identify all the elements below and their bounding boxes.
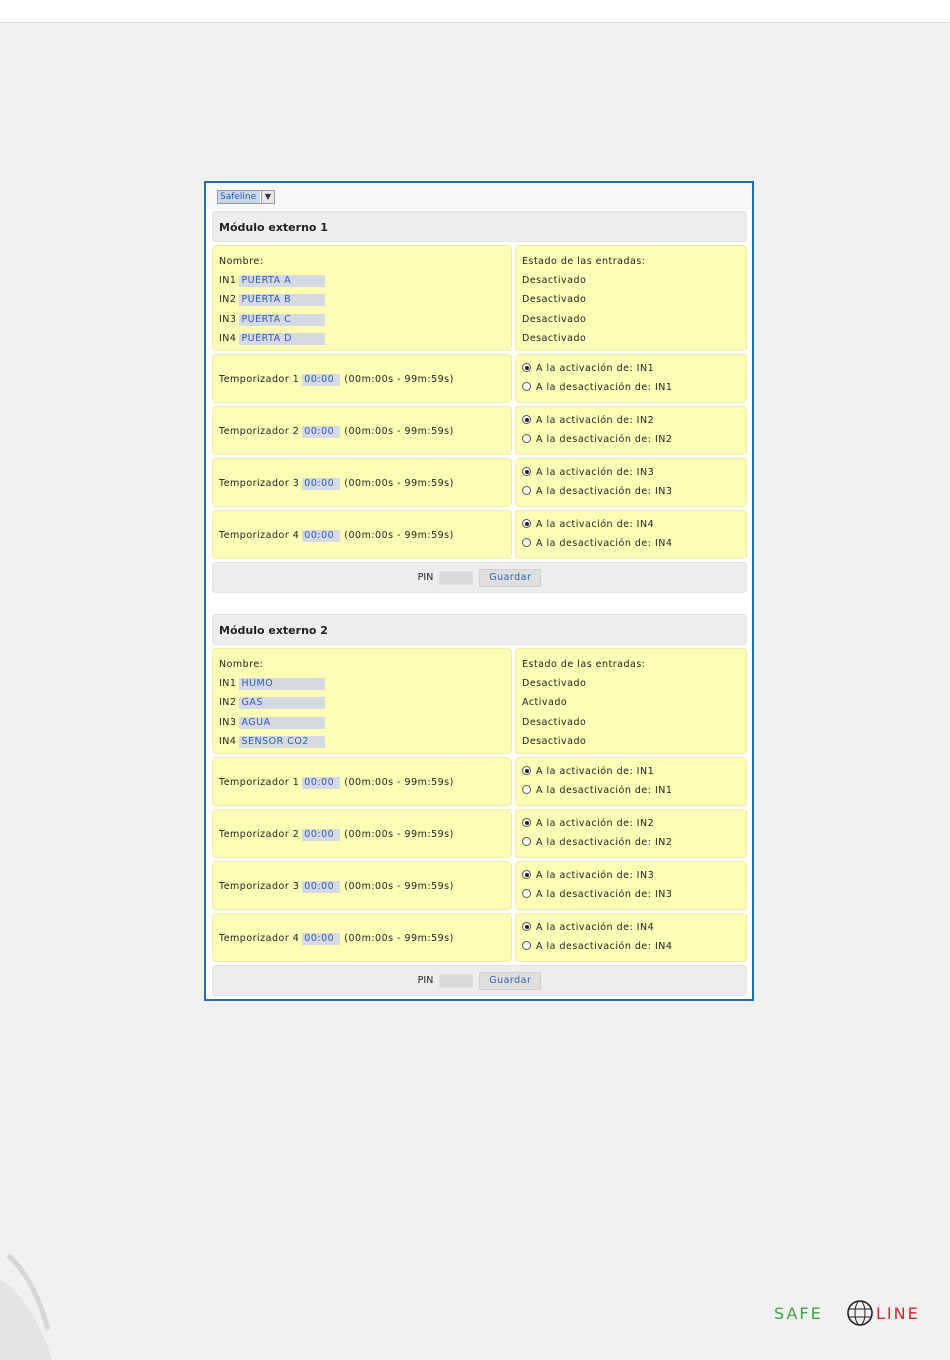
trigger-off-option[interactable] xyxy=(522,941,740,960)
pin-input[interactable] xyxy=(439,974,473,988)
input-name-field[interactable]: AGUA xyxy=(239,717,325,729)
timer-label: Temporizador 1 xyxy=(219,374,300,385)
trigger-cell xyxy=(515,913,747,962)
module-title: Módulo externo 1 xyxy=(212,211,747,242)
timer-row xyxy=(212,406,747,455)
trigger-off-option[interactable] xyxy=(522,837,740,856)
chevron-down-icon[interactable]: ▼ xyxy=(261,191,274,203)
input-id: IN2 xyxy=(219,294,237,306)
input-row xyxy=(219,294,505,313)
timer-cell xyxy=(212,510,512,559)
timer-range: (00m:00s - 99m:59s) xyxy=(344,478,454,489)
top-bar xyxy=(0,0,950,23)
trigger-cell xyxy=(515,861,747,910)
radio-icon[interactable] xyxy=(522,486,531,495)
names-label: Nombre: xyxy=(219,659,264,670)
module-title: Módulo externo 2 xyxy=(212,614,747,645)
input-status: Desactivado xyxy=(522,294,587,306)
trigger-on-option[interactable] xyxy=(522,922,740,941)
radio-icon[interactable] xyxy=(522,941,531,950)
trigger-cell xyxy=(515,458,747,507)
option-label: A la activación de: IN3 xyxy=(536,870,655,881)
option-label: A la desactivación de: IN3 xyxy=(536,486,673,497)
timer-label: Temporizador 3 xyxy=(219,478,300,489)
pin-label: PIN xyxy=(417,975,434,986)
input-id: IN1 xyxy=(219,678,237,690)
names-cell xyxy=(212,648,512,754)
selector-bar xyxy=(206,183,752,209)
trigger-off-option[interactable] xyxy=(522,785,740,804)
module-1 xyxy=(212,211,747,593)
timer-input[interactable]: 00:00 xyxy=(302,426,340,438)
trigger-on-option[interactable] xyxy=(522,818,740,837)
site-select-value: Safeline xyxy=(218,191,260,203)
radio-icon[interactable] xyxy=(522,434,531,443)
timer-row xyxy=(212,354,747,403)
radio-selected-icon[interactable] xyxy=(522,922,531,931)
status-cell xyxy=(515,648,747,754)
trigger-cell xyxy=(515,354,747,403)
status-label: Estado de las entradas: xyxy=(522,256,646,267)
timer-row xyxy=(212,510,747,559)
input-name-field[interactable]: PUERTA D xyxy=(239,333,325,345)
timer-cell xyxy=(212,406,512,455)
radio-icon[interactable] xyxy=(522,785,531,794)
timer-row xyxy=(212,757,747,806)
trigger-on-option[interactable] xyxy=(522,766,740,785)
radio-icon[interactable] xyxy=(522,837,531,846)
radio-selected-icon[interactable] xyxy=(522,363,531,372)
input-id: IN1 xyxy=(219,275,237,287)
input-name-field[interactable]: GAS xyxy=(239,697,325,709)
status-label: Estado de las entradas: xyxy=(522,659,646,670)
radio-selected-icon[interactable] xyxy=(522,519,531,528)
save-button[interactable]: Guardar xyxy=(479,972,541,990)
input-name-field[interactable]: PUERTA A xyxy=(239,275,325,287)
input-status: Desactivado xyxy=(522,735,587,747)
save-button[interactable]: Guardar xyxy=(479,569,541,587)
pin-row xyxy=(212,562,747,593)
radio-icon[interactable] xyxy=(522,538,531,547)
timer-cell xyxy=(212,861,512,910)
option-label: A la activación de: IN2 xyxy=(536,818,655,829)
names-label: Nombre: xyxy=(219,256,264,267)
timer-input[interactable]: 00:00 xyxy=(302,933,340,945)
pin-row xyxy=(212,965,747,996)
timer-input[interactable]: 00:00 xyxy=(302,530,340,542)
input-status: Desactivado xyxy=(522,678,587,690)
timer-label: Temporizador 3 xyxy=(219,881,300,892)
option-label: A la activación de: IN2 xyxy=(536,415,655,426)
option-label: A la desactivación de: IN4 xyxy=(536,538,673,549)
input-row xyxy=(219,314,505,333)
input-name-field[interactable]: SENSOR CO2 xyxy=(239,736,325,748)
names-row xyxy=(212,648,747,754)
option-label: A la desactivación de: IN4 xyxy=(536,941,673,952)
timer-row xyxy=(212,861,747,910)
names-row xyxy=(212,245,747,351)
trigger-cell xyxy=(515,406,747,455)
option-label: A la desactivación de: IN2 xyxy=(536,837,673,848)
option-label: A la desactivación de: IN1 xyxy=(536,382,673,393)
timer-cell xyxy=(212,809,512,858)
timer-cell xyxy=(212,354,512,403)
input-row xyxy=(219,275,505,294)
input-row xyxy=(219,697,505,716)
option-label: A la desactivación de: IN1 xyxy=(536,785,673,796)
timer-range: (00m:00s - 99m:59s) xyxy=(344,426,454,437)
logo-text-safe: SAFE xyxy=(774,1304,823,1323)
input-row xyxy=(219,678,505,697)
input-row xyxy=(219,717,505,736)
timer-label: Temporizador 1 xyxy=(219,777,300,788)
radio-selected-icon[interactable] xyxy=(522,467,531,476)
timer-input[interactable]: 00:00 xyxy=(302,829,340,841)
input-id: IN2 xyxy=(219,697,237,709)
timer-label: Temporizador 4 xyxy=(219,933,300,944)
timer-input[interactable]: 00:00 xyxy=(302,777,340,789)
trigger-on-option[interactable] xyxy=(522,870,740,889)
pin-input[interactable] xyxy=(439,571,473,585)
safeline-logo xyxy=(772,1297,937,1329)
radio-icon[interactable] xyxy=(522,889,531,898)
trigger-off-option[interactable] xyxy=(522,434,740,453)
option-label: A la activación de: IN1 xyxy=(536,766,655,777)
trigger-cell xyxy=(515,757,747,806)
timer-cell xyxy=(212,913,512,962)
settings-panel xyxy=(204,181,754,1001)
trigger-off-option[interactable] xyxy=(522,538,740,557)
names-cell xyxy=(212,245,512,351)
radio-selected-icon[interactable] xyxy=(522,870,531,879)
timer-range: (00m:00s - 99m:59s) xyxy=(344,777,454,788)
trigger-off-option[interactable] xyxy=(522,889,740,908)
timer-range: (00m:00s - 99m:59s) xyxy=(344,829,454,840)
input-name-field[interactable]: HUMO xyxy=(239,678,325,690)
input-row xyxy=(219,736,505,755)
status-cell xyxy=(515,245,747,351)
trigger-cell xyxy=(515,510,747,559)
input-name-field[interactable]: PUERTA B xyxy=(239,294,325,306)
trigger-cell xyxy=(515,809,747,858)
option-label: A la activación de: IN4 xyxy=(536,922,655,933)
logo-text-line: LINE xyxy=(876,1304,920,1323)
radio-selected-icon[interactable] xyxy=(522,766,531,775)
trigger-on-option[interactable] xyxy=(522,415,740,434)
input-name-field[interactable]: PUERTA C xyxy=(239,314,325,326)
pin-label: PIN xyxy=(417,572,434,583)
timer-range: (00m:00s - 99m:59s) xyxy=(344,530,454,541)
module-2 xyxy=(212,614,747,996)
option-label: A la desactivación de: IN3 xyxy=(536,889,673,900)
timer-row xyxy=(212,458,747,507)
input-status: Activado xyxy=(522,697,568,709)
timer-range: (00m:00s - 99m:59s) xyxy=(344,881,454,892)
timer-cell xyxy=(212,458,512,507)
timer-label: Temporizador 2 xyxy=(219,426,300,437)
input-id: IN3 xyxy=(219,313,237,325)
input-status: Desactivado xyxy=(522,313,587,325)
timer-cell xyxy=(212,757,512,806)
timer-row xyxy=(212,913,747,962)
trigger-on-option[interactable] xyxy=(522,519,740,538)
input-id: IN3 xyxy=(219,716,237,728)
trigger-on-option[interactable] xyxy=(522,467,740,486)
option-label: A la desactivación de: IN2 xyxy=(536,434,673,445)
radio-selected-icon[interactable] xyxy=(522,415,531,424)
timer-row xyxy=(212,809,747,858)
timer-range: (00m:00s - 99m:59s) xyxy=(344,933,454,944)
input-status: Desactivado xyxy=(522,716,587,728)
input-status: Desactivado xyxy=(522,332,587,344)
radio-icon[interactable] xyxy=(522,382,531,391)
trigger-off-option[interactable] xyxy=(522,486,740,505)
timer-range: (00m:00s - 99m:59s) xyxy=(344,374,454,385)
radio-selected-icon[interactable] xyxy=(522,818,531,827)
trigger-off-option[interactable] xyxy=(522,382,740,401)
option-label: A la activación de: IN4 xyxy=(536,519,655,530)
option-label: A la activación de: IN3 xyxy=(536,467,655,478)
timer-label: Temporizador 2 xyxy=(219,829,300,840)
input-row xyxy=(219,333,505,352)
site-select[interactable] xyxy=(217,190,275,204)
option-label: A la activación de: IN1 xyxy=(536,363,655,374)
timer-label: Temporizador 4 xyxy=(219,530,300,541)
input-status: Desactivado xyxy=(522,275,587,287)
input-id: IN4 xyxy=(219,332,237,344)
input-id: IN4 xyxy=(219,735,237,747)
timer-input[interactable]: 00:00 xyxy=(302,374,340,386)
timer-input[interactable]: 00:00 xyxy=(302,881,340,893)
trigger-on-option[interactable] xyxy=(522,363,740,382)
timer-input[interactable]: 00:00 xyxy=(302,478,340,490)
